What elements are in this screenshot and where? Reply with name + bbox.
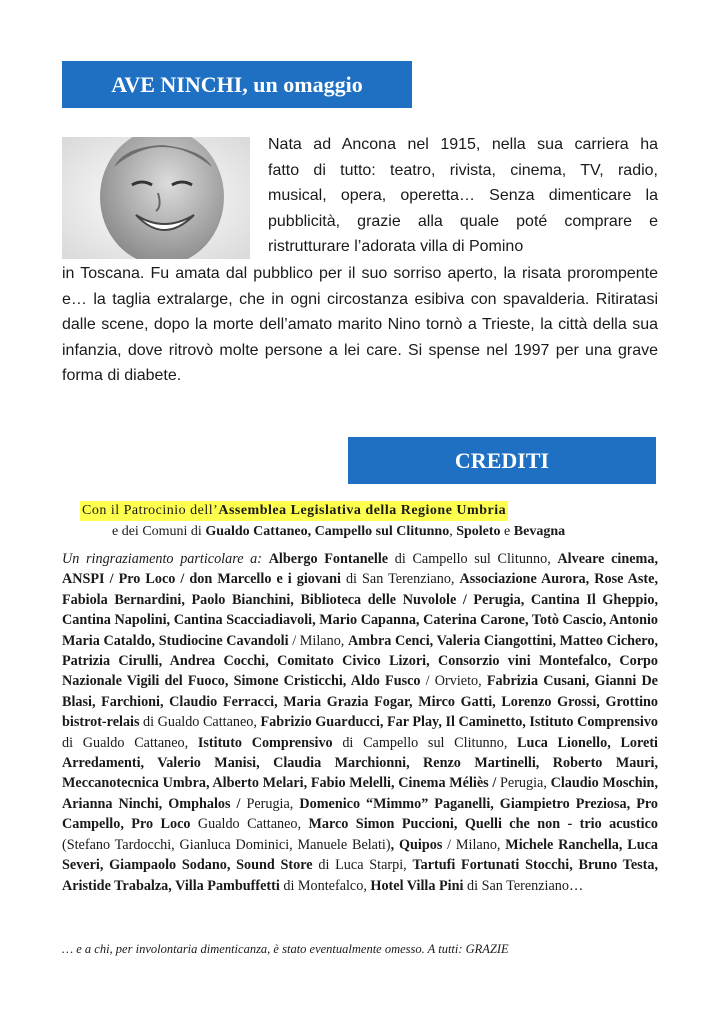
bio-line: musical, opera, operetta… Senza dimenticare la xyxy=(268,187,658,204)
thanks-location: di Gualdo Cattaneo, xyxy=(62,734,198,751)
thanks-location xyxy=(262,551,269,567)
thanks-location: / Milano, xyxy=(442,836,506,853)
portrait-image xyxy=(62,137,250,259)
thanks-name: Alveare cinema, ANSPI / Pro Loco / don Marcello e i giovani xyxy=(62,551,658,588)
thanks-location: di Campello sul Clitunno, xyxy=(332,734,518,751)
thanks-location: / Milano, xyxy=(288,632,348,649)
comuni-names: Gualdo Cattaneo, Campello sul Clitunno xyxy=(205,524,450,539)
comuni-prefix: e dei Comuni di xyxy=(112,524,206,539)
comuni-line xyxy=(112,522,612,542)
thanks-name: Ambra Cenci, Valeria Ciangottini, Matteo Cichero, Patrizia Cirulli, Andrea Cocchi, Comitato Civico Lizori, Consorzio vini Montefalco, Corpo Nazionale Vigili del Fuoco, Simone Cristicchi, Aldo Fusco xyxy=(62,632,658,690)
thanks-name: Domenico “Mimmo” Paganelli, Giampietro Preziosa, Pro Campello, Pro Loco xyxy=(62,795,658,833)
thanks-name: Hotel Villa Pini xyxy=(370,877,464,894)
thanks-name: Luca Lionello, Loreti Arredamenti, Valerio Manisi, Claudia Marchionni, Renzo Martinelli, Roberto Mauri, Meccanotecnica Umbra, Alberto Melari, Fabio Melelli, Cinema Méliès / xyxy=(62,734,659,792)
thanks-location: / Orvieto, xyxy=(420,673,487,690)
thanks-location: Perugia, xyxy=(496,775,551,792)
comuni-separator: , xyxy=(449,524,457,539)
patrocinio-institution: Assemblea Legislativa della Regione Umbria xyxy=(218,503,507,518)
thanks-location: di San Terenziano… xyxy=(463,877,584,894)
thanks-name: Marco Simon Puccioni, Quelli che non - trio acustico xyxy=(308,816,658,833)
thanks-location: di Gualdo Cattaneo, xyxy=(139,714,261,731)
thanks-name: Istituto Comprensivo xyxy=(197,734,333,751)
closing-line: … e a chi, per involontaria dimenticanza, è stato eventualmente omesso. A tutti: GRAZIE xyxy=(62,942,509,956)
thanks-intro: Un ringraziamento particolare a: xyxy=(62,551,262,567)
bio-line: Nata ad Ancona nel 1915, nella sua carriera ha xyxy=(268,136,658,153)
credits-title: CREDITI xyxy=(454,447,550,473)
thanks-name: Associazione Aurora, Rose Aste, Fabiola Bernardini, Paolo Bianchini, Biblioteca delle Nuvolole / Perugia, Cantina Il Gheppio, Cantina Napolini, Cantina Scacciadiavoli, Mario Capanna, Caterina Carone, Totò Cascio, Antonio Maria Cataldo, Studiocine Cavandoli xyxy=(62,571,658,649)
thanks-name: Claudio Moschin, Arianna Ninchi, Omphalos / xyxy=(62,775,658,812)
comuni-spoleto: Spoleto xyxy=(456,524,501,539)
thanks-name: Fabrizia Cusani, Gianni De Blasi, Farchioni, Claudio Ferracci, Maria Grazia Fogar, Mirco Gatti, Lorenzo Grossi, Grottino bistrot-relais xyxy=(62,673,658,731)
thanks-location: Perugia, xyxy=(240,795,300,812)
comuni-bevagna: Bevagna xyxy=(513,524,566,539)
thanks-list xyxy=(62,551,658,894)
thanks-paragraph xyxy=(62,549,658,896)
page-title: AVE NINCHI, un omaggio xyxy=(111,71,363,97)
bio-line: pubblicità, grazie alla quale poté comprare e xyxy=(268,212,658,230)
thanks-name: Tartufi Fortunati Stocchi, Bruno Testa, Aristide Trabalza, Villa Pambuffetti xyxy=(62,857,659,894)
comuni-and: e xyxy=(500,524,514,539)
credits-banner xyxy=(348,437,656,484)
thanks-location: di Montefalco, xyxy=(279,877,371,894)
patrocinio-line xyxy=(80,501,508,521)
thanks-location: (Stefano Tardocchi, Gianluca Dominici, Manuele Belati) xyxy=(62,836,391,853)
portrait-photo xyxy=(62,137,250,259)
bio-text-intro xyxy=(268,132,658,260)
bio-text-continuation: in Toscana. Fu amata dal pubblico per il suo sorriso aperto, la risata prorompente e… la taglia extralarge, che in ogni circostanza esibiva con spavalderia. Ritiratasi dalle scene, dopo la morte dell’amato marito Nino tornò a Trieste, la città della sua infanzia, dove ritrovò molte persone a lei care. Si spense nel 1997 per una grave forma di diabete. xyxy=(62,265,658,384)
bio-line: ristrutturare l’adorata villa di Pomino xyxy=(268,238,524,255)
thanks-location: di San Terenziano, xyxy=(340,571,460,588)
patrocinio-prefix: Con il Patrocinio dell’ xyxy=(82,503,219,518)
thanks-location: di Campello sul Clitunno, xyxy=(388,551,558,567)
thanks-location: Gualdo Cattaneo, xyxy=(190,816,309,833)
bio-line: fatto di tutto: teatro, rivista, cinema, TV, radio, xyxy=(268,161,658,179)
thanks-name: , Quipos xyxy=(390,836,443,853)
thanks-location: di Luca Starpi, xyxy=(312,857,413,874)
thanks-name: Albergo Fontanelle xyxy=(268,551,389,567)
title-banner xyxy=(62,61,412,108)
thanks-name: Fabrizio Guarducci, Far Play, Il Caminetto, Istituto Comprensivo xyxy=(260,714,659,731)
thanks-name: Michele Ranchella, Luca Severi, Giampaolo Sodano, Sound Store xyxy=(62,836,658,874)
